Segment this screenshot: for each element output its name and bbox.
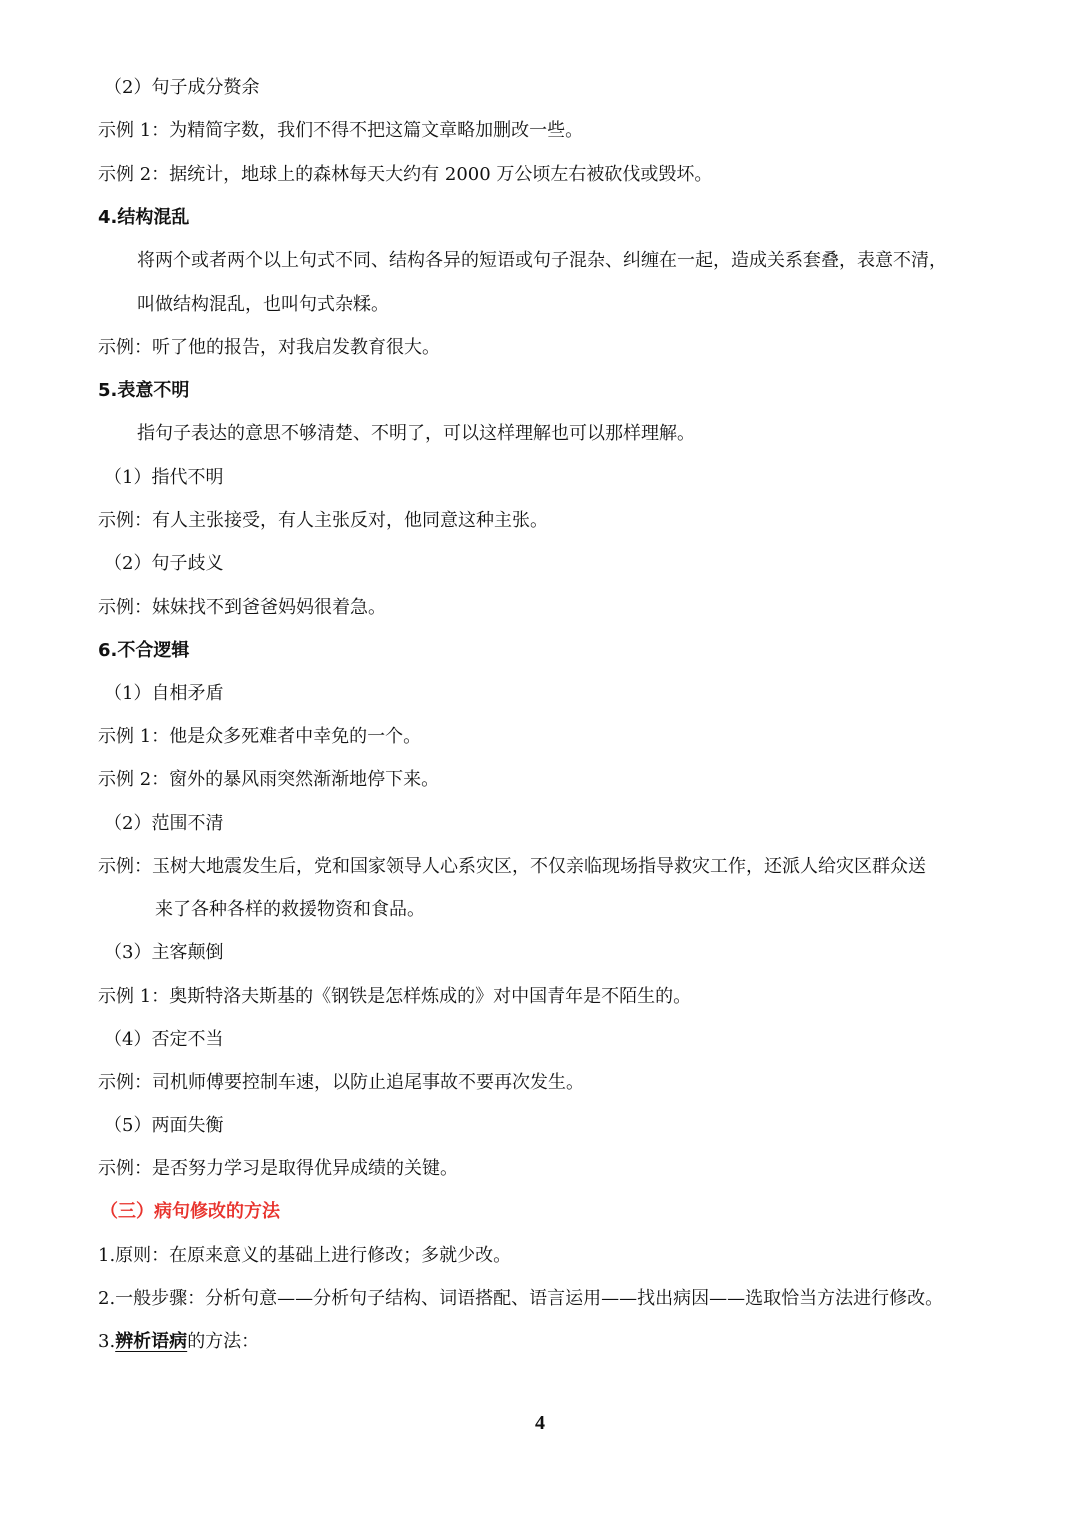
example-text: 示例 1：奥斯特洛夫斯基的《钢铁是怎样炼成的》对中国青年是不陌生的。 (98, 986, 692, 1007)
sub-item-heading: （1）指代不明 (104, 467, 224, 488)
method-suffix: 的方法： (187, 1331, 260, 1352)
sub-item-heading: （2）范围不清 (104, 813, 224, 834)
example-text-continued: 来了各种各样的救援物资和食品。 (155, 899, 425, 920)
example-text: 示例：玉树大地震发生后，党和国家领导人心系灾区，不仅亲临现场指导救灾工作，还派人给灾区群众送 (98, 856, 926, 877)
sub-item-heading: （4）否定不当 (104, 1029, 224, 1050)
example-text: 示例：听了他的报告，对我启发教育很大。 (98, 337, 440, 358)
sub-item-heading: （2）句子成分赘余 (104, 77, 260, 98)
section-heading: 6.不合逻辑 (98, 640, 190, 661)
method-text (98, 1330, 259, 1354)
sub-item-heading: （5）两面失衡 (104, 1115, 224, 1136)
paragraph-text: 叫做结构混乱，也叫句式杂糅。 (137, 294, 389, 315)
paragraph-text: 将两个或者两个以上句式不同、结构各异的短语或句子混杂、纠缠在一起，造成关系套叠，表意不清， (137, 250, 947, 271)
method-text: 2.一般步骤：分析句意——分析句子结构、词语搭配、语言运用——找出病因——选取恰当方法进行修改。 (98, 1288, 944, 1309)
section-heading: 4.结构混乱 (98, 207, 190, 228)
example-text: 示例 1：为精简字数，我们不得不把这篇文章略加删改一些。 (98, 120, 584, 141)
example-text: 示例：妹妹找不到爸爸妈妈很着急。 (98, 597, 386, 618)
method-number: 3. (98, 1331, 116, 1352)
example-text: 示例 1：他是众多死难者中幸免的一个。 (98, 726, 422, 747)
example-text: 示例：是否努力学习是取得优异成绩的关键。 (98, 1158, 458, 1179)
red-section-heading: （三）病句修改的方法 (100, 1201, 280, 1222)
page-number: 4 (535, 1412, 545, 1434)
sub-item-heading: （1）自相矛盾 (104, 683, 224, 704)
underlined-keyword: 辨析语病 (115, 1331, 188, 1352)
sub-item-heading: （3）主客颠倒 (104, 942, 224, 963)
method-text: 1.原则：在原来意义的基础上进行修改；多就少改。 (98, 1245, 512, 1266)
paragraph-text: 指句子表达的意思不够清楚、不明了，可以这样理解也可以那样理解。 (137, 423, 695, 444)
sub-item-heading: （2）句子歧义 (104, 553, 224, 574)
example-text: 示例：有人主张接受，有人主张反对，他同意这种主张。 (98, 510, 548, 531)
example-text: 示例：司机师傅要控制车速，以防止追尾事故不要再次发生。 (98, 1072, 584, 1093)
section-heading: 5.表意不明 (98, 380, 190, 401)
example-text: 示例 2：据统计，地球上的森林每天大约有 2000 万公顷左右被砍伐或毁坏。 (98, 164, 713, 185)
example-text: 示例 2：窗外的暴风雨突然渐渐地停下来。 (98, 769, 440, 790)
